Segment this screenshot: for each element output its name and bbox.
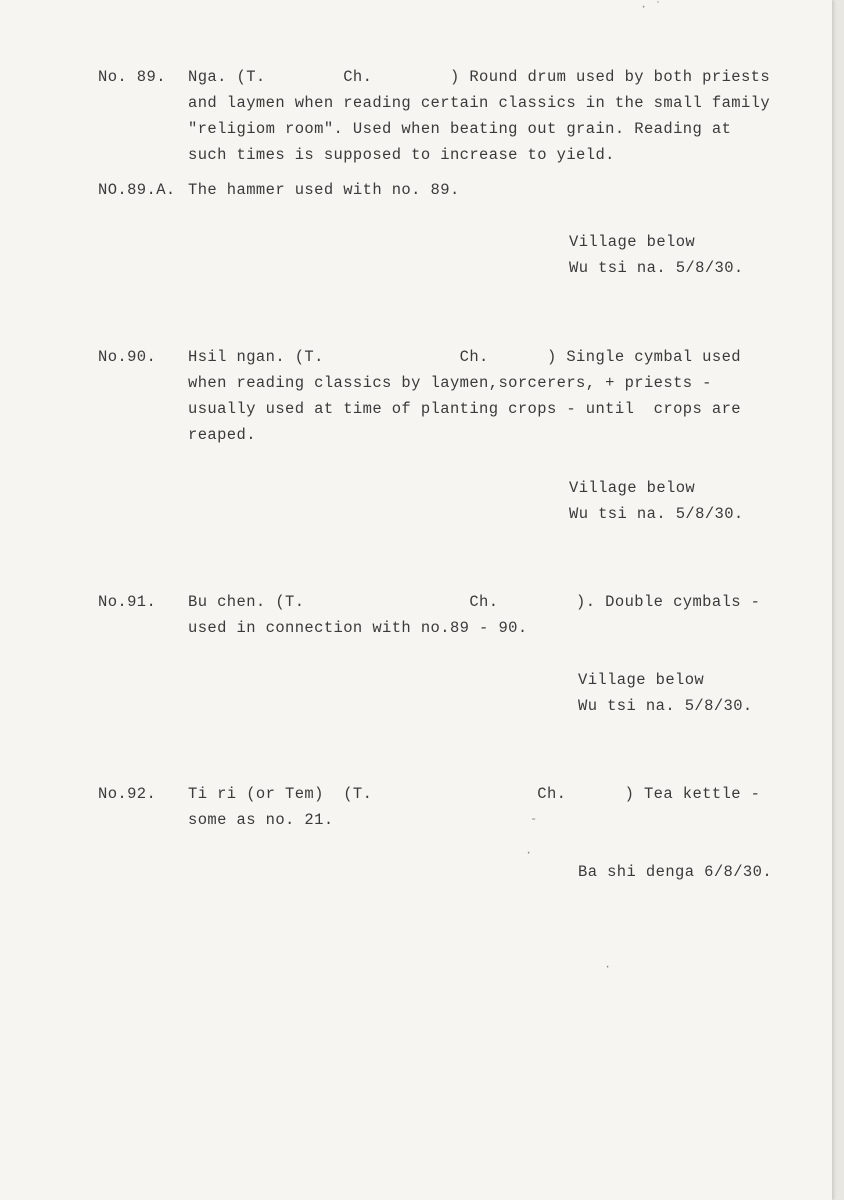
entry-91-line-1: Bu chen. (T. Ch. ). Double cymbals - — [188, 593, 761, 611]
entry-89a-location-2: Wu tsi na. 5/8/30. — [569, 259, 744, 277]
ink-speck: - — [530, 812, 538, 826]
entry-89a-location-1: Village below — [569, 233, 696, 251]
entry-92-location-1: Ba shi denga 6/8/30. — [578, 863, 773, 881]
entry-89a-number: NO.89.A. — [98, 181, 176, 199]
entry-90-line-2: when reading classics by laymen,sorcerers, + priests - — [188, 374, 712, 392]
entry-89-line-3: "religiom room". Used when beating out grain. Reading at — [188, 120, 732, 138]
entry-90-line-1: Hsil ngan. (T. Ch. ) Single cymbal used — [188, 348, 741, 366]
entry-90-location-1: Village below — [569, 479, 696, 497]
entry-92-line-2: some as no. 21. — [188, 811, 334, 829]
ink-speck: · — [604, 960, 612, 974]
entry-90-number: No.90. — [98, 348, 157, 366]
entry-89-line-4: such times is supposed to increase to yield. — [188, 146, 615, 164]
entry-91-location-2: Wu tsi na. 5/8/30. — [578, 697, 753, 715]
entry-91-location-1: Village below — [578, 671, 705, 689]
entry-90-line-4: reaped. — [188, 426, 256, 444]
ink-speck: · ˈ — [640, 0, 662, 14]
entry-91-line-2: used in connection with no.89 - 90. — [188, 619, 528, 637]
entry-89a-line-1: The hammer used with no. 89. — [188, 181, 460, 199]
entry-92-number: No.92. — [98, 785, 157, 803]
entry-90-location-2: Wu tsi na. 5/8/30. — [569, 505, 744, 523]
entry-92-line-1: Ti ri (or Tem) (T. Ch. ) Tea kettle - — [188, 785, 761, 803]
entry-89-number: No. 89. — [98, 68, 166, 86]
entry-91-number: No.91. — [98, 593, 157, 611]
entry-90-line-3: usually used at time of planting crops - until crops are — [188, 400, 741, 418]
entry-89-line-2: and laymen when reading certain classics in the small family — [188, 94, 771, 112]
entry-89-line-1: Nga. (T. Ch. ) Round drum used by both priests — [188, 68, 771, 86]
ink-speck: · — [525, 846, 533, 860]
